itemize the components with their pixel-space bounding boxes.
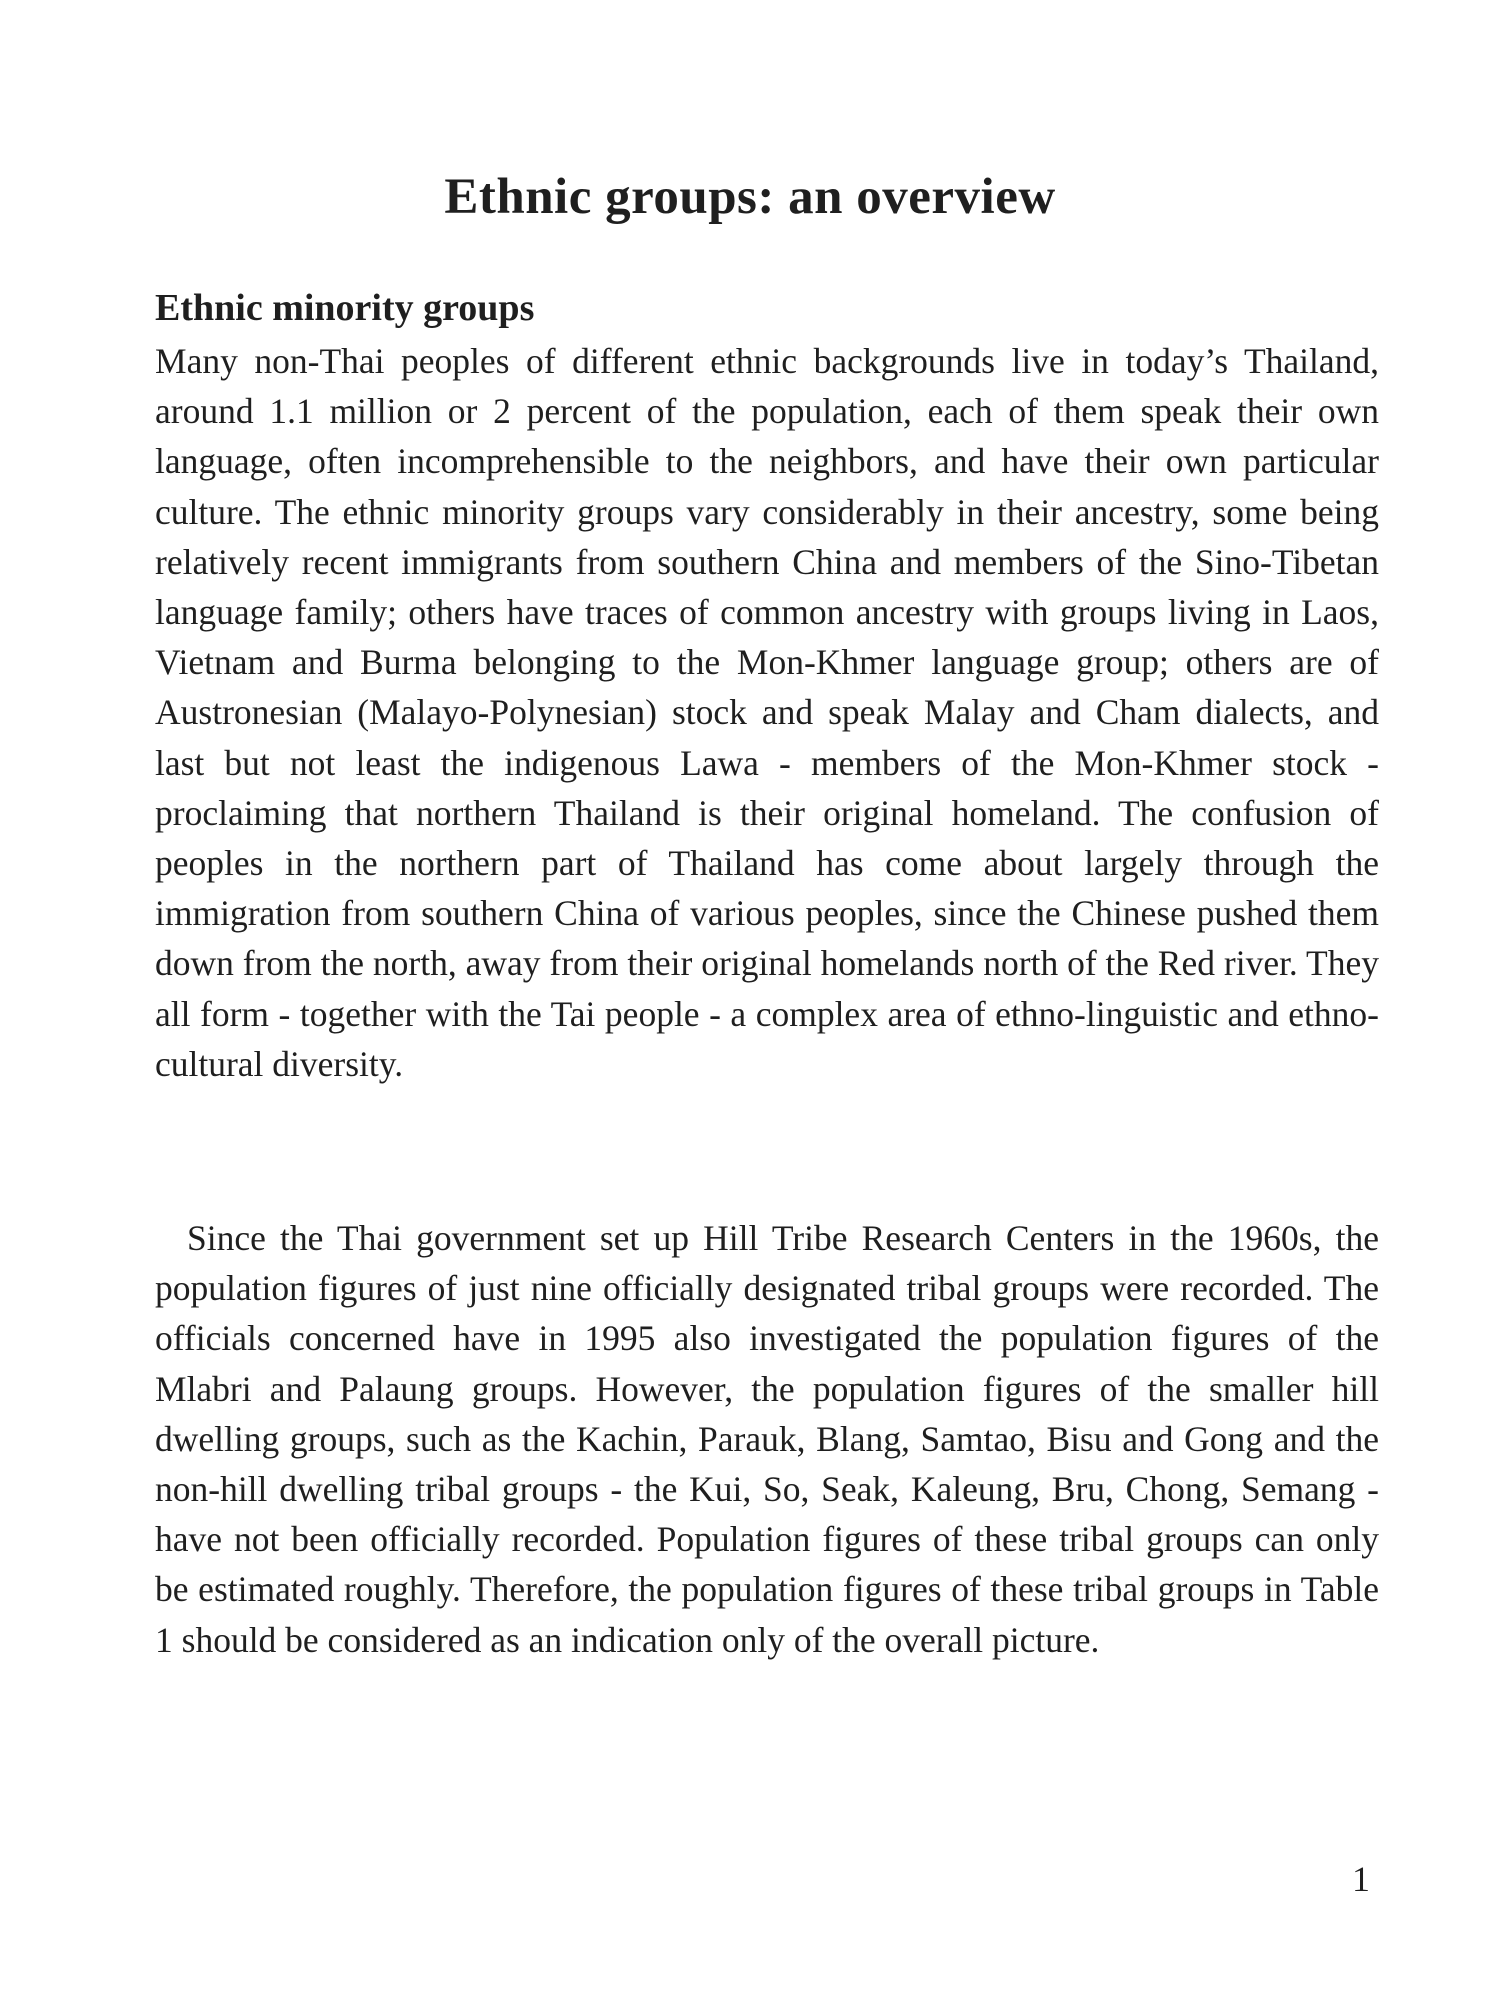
page-number: 1 — [1352, 1859, 1370, 1899]
body-paragraph-1: Many non-Thai peoples of different ethnic backgrounds live in today’s Thailand, around 1.1 million or 2 percent of the population, each of them speak their own language, often incomprehensible to the neighbors, and have their own particular culture. The ethnic minority groups vary considerably in their ancestry, some being relatively recent immigrants from southern China and members of the Sino-Tibetan language family; others have traces of common ancestry with groups living in Laos, Vietnam and Burma belonging to the Mon-Khmer language group; others are of Austronesian (Malayo-Polynesian) stock and speak Malay and Cham dialects, and last but not least the indigenous Lawa - members of the Mon-Khmer stock - proclaiming that northern Thailand is their original homeland. The confusion of peoples in the northern part of Thailand has come about largely through the immigration from southern China of various peoples, since the Chinese pushed them down from the north, away from their original homelands north of the Red river. They all form - together with the Tai people - a complex area of ethno-linguistic and ethno-cultural diversity. — [155, 341, 1379, 1084]
page-title: Ethnic groups: an overview — [444, 169, 1056, 225]
body-paragraph-2: Since the Thai government set up Hill Tribe Research Centers in the 1960s, the population figures of just nine officially designated tribal groups were recorded. The officials concerned have in 1995 also investigated the population figures of the Mlabri and Palaung groups. However, the population figures of the smaller hill dwelling groups, such as the Kachin, Parauk, Blang, Samtao, Bisu and Gong and the non-hill dwelling tribal groups - the Kui, So, Seak, Kaleung, Bru, Chong, Semang - have not been officially recorded. Population figures of these tribal groups can only be estimated roughly. Therefore, the population figures of these tribal groups in Table 1 should be considered as an indication only of the overall picture. — [155, 1218, 1379, 1660]
section-heading: Ethnic minority groups — [155, 287, 535, 329]
